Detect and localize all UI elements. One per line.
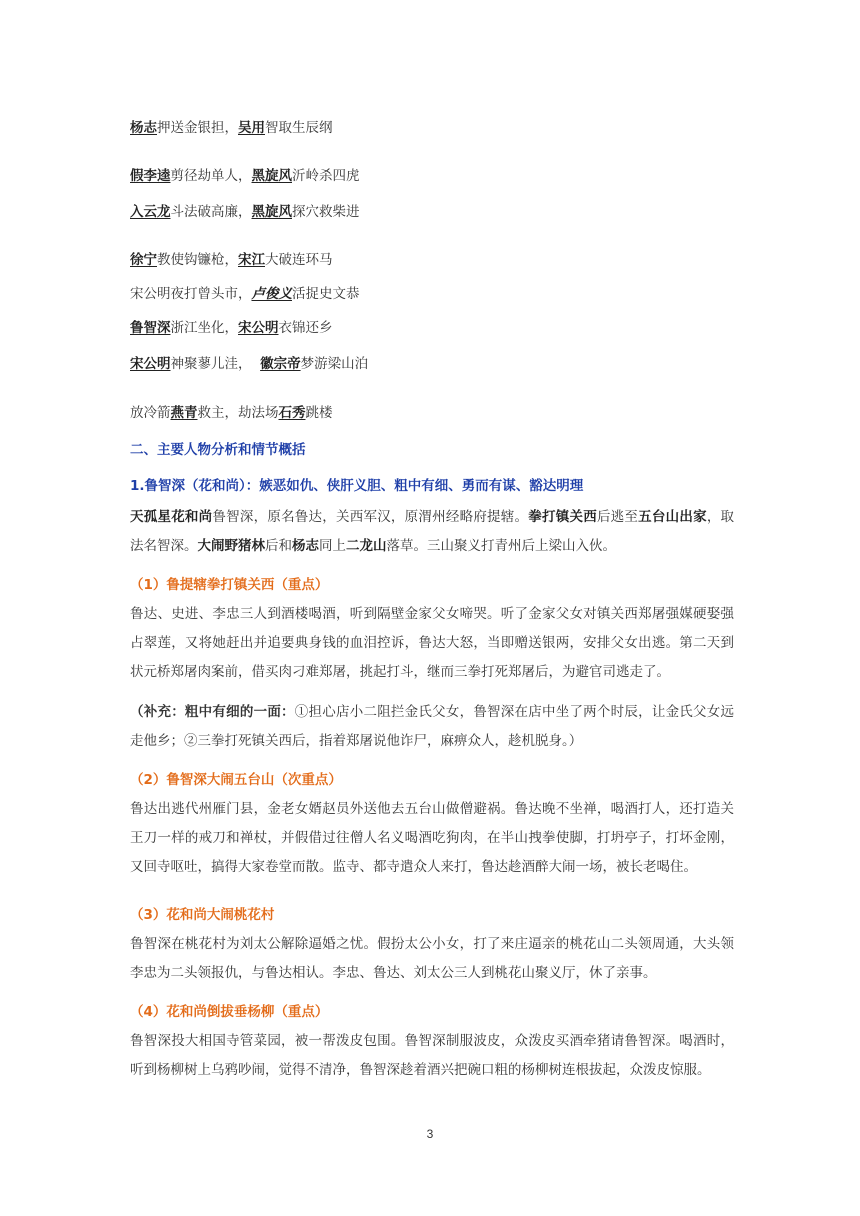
chapter-text: 教使钩镰枪， <box>157 252 238 268</box>
character-name: 杨志 <box>130 120 157 136</box>
text: ，取法名智深。 <box>130 509 735 554</box>
character-name: 徐宁 <box>130 252 157 268</box>
chapter-line-6 <box>130 320 333 336</box>
chapter-text: 智取生辰纲 <box>265 120 333 136</box>
paragraph-2: 鲁达出逃代州雁门县，金老女婿赵员外送他去五台山做僧避祸。鲁达晚不坐禅，喝酒打人，还打造关王刀一样的戒刀和禅杖，并假借过往僧人名义喝酒吃狗肉，在半山拽拳使脚，打坍亭子，打坏金刚，又回寺呕吐，搞得大家卷堂而散。监寺、都寺遣众人来打，鲁达趁酒醉大闹一场，被长老喝住。 <box>130 801 734 875</box>
chapter-text: 沂岭杀四虎 <box>292 168 360 184</box>
chapter-text: 神聚蓼儿洼， <box>170 356 261 372</box>
character-name: 鲁智深 <box>130 320 171 336</box>
character-name: 黑旋风 <box>251 204 292 220</box>
emphasis: 天孤星花和尚 <box>130 509 213 525</box>
chapter-text: 浙江坐化， <box>170 320 238 336</box>
chapter-text: 跳楼 <box>305 405 333 421</box>
supplement-label: （补充：粗中有细的一面： <box>130 704 295 720</box>
subheading-4: （4）花和尚倒拔垂杨柳（重点） <box>130 1004 329 1020</box>
character-name: 宋江 <box>238 252 265 268</box>
chapter-text: 放冷箭 <box>130 405 171 421</box>
intro-paragraph <box>130 503 734 561</box>
chapter-line-5 <box>130 286 360 302</box>
character-name: 卢俊义 <box>251 286 292 302</box>
subheading-2: （2）鲁智深大闹五台山（次重点） <box>130 772 342 788</box>
chapter-line-4 <box>130 252 333 268</box>
section-heading: 二、主要人物分析和情节概括 <box>130 442 306 458</box>
character-name: 徽宗帝 <box>260 356 301 372</box>
chapter-line-8 <box>130 405 333 421</box>
emphasis: 杨志 <box>292 538 319 554</box>
paragraph-1: 鲁达、史进、李忠三人到酒楼喝酒，听到隔壁金家父女啼哭。听了金家父女对镇关西郑屠强媒硬娶强占翠莲，又将她赶出并追要典身钱的血泪控诉，鲁达大怒，当即赠送银两，安排父女出逃。第二天到状元桥郑屠肉案前，借买肉刁难郑屠，挑起打斗，继而三拳打死郑屠后，为避官司逃走了。 <box>130 606 734 680</box>
chapter-text: 押送金银担， <box>157 120 238 136</box>
paragraph-4: 鲁智深投大相国寺管菜园，被一帮泼皮包围。鲁智深制服波皮，众泼皮买酒牵猪请鲁智深。喝酒时，听到杨柳树上乌鸦吵闹，觉得不清净，鲁智深趁着酒兴把碗口粗的杨柳树连根拔起，众泼皮惊服。 <box>130 1033 734 1078</box>
character-name: 假李逵 <box>130 168 171 184</box>
text: 鲁智深，原名鲁达，关西军汉，原渭州经略府提辖。 <box>212 509 529 525</box>
text: 后逃至 <box>596 509 639 525</box>
chapter-line-1 <box>130 120 333 136</box>
text: 后和 <box>265 538 292 554</box>
emphasis: 二龙山 <box>346 538 387 554</box>
chapter-text: 斗法破高廉， <box>170 204 252 220</box>
chapter-line-2 <box>130 168 360 184</box>
page-number: 3 <box>426 1127 434 1141</box>
emphasis: 大闹野猪林 <box>197 538 265 554</box>
supplement-paragraph <box>130 698 734 756</box>
character-name: 宋公明 <box>238 320 279 336</box>
character-name: 吴用 <box>238 120 265 136</box>
text: 同上 <box>319 538 346 554</box>
character-name: 石秀 <box>278 405 306 421</box>
chapter-text: 梦游梁山泊 <box>300 356 369 372</box>
paragraph-3: 鲁智深在桃花村为刘太公解除逼婚之忧。假扮太公小女，打了来庄逼亲的桃花山二头领周通，大头领李忠为二头领报仇，与鲁达相认。李忠、鲁达、刘太公三人到桃花山聚义厅，休了亲事。 <box>130 936 734 981</box>
character-name: 黑旋风 <box>251 168 292 184</box>
chapter-line-3 <box>130 204 360 220</box>
chapter-text: 大破连环马 <box>265 252 333 268</box>
character-name: 燕青 <box>170 405 198 421</box>
chapter-text: 探穴救柴进 <box>292 204 360 220</box>
subheading-1: （1）鲁提辖拳打镇关西（重点） <box>130 577 329 593</box>
character-name: 宋公明 <box>130 356 171 372</box>
text: 落草。三山聚义打青州后上梁山入伙。 <box>386 538 616 554</box>
chapter-text: 剪径劫单人， <box>170 168 252 184</box>
emphasis: 拳打镇关西 <box>528 509 597 525</box>
character-name: 入云龙 <box>130 204 171 220</box>
chapter-text: 宋公明夜打曾头市， <box>130 286 252 302</box>
chapter-text: 衣锦还乡 <box>278 320 333 336</box>
supplement-text: ①担心店小二阻拦金氏父女，鲁智深在店中坐了两个时辰，让金氏父女远走他乡；②三拳打死镇关西后，指着郑屠说他诈尸，麻痹众人，趁机脱身。） <box>130 704 735 749</box>
chapter-text: 救主，劫法场 <box>197 405 279 421</box>
character-heading: 1.鲁智深（花和尚）：嫉恶如仇、侠肝义胆、粗中有细、勇而有谋、豁达明理 <box>130 478 584 494</box>
emphasis: 五台山出家 <box>638 509 707 525</box>
chapter-text: 活捉史文恭 <box>292 286 360 302</box>
chapter-line-7 <box>130 356 368 372</box>
subheading-3: （3）花和尚大闹桃花村 <box>130 907 275 923</box>
